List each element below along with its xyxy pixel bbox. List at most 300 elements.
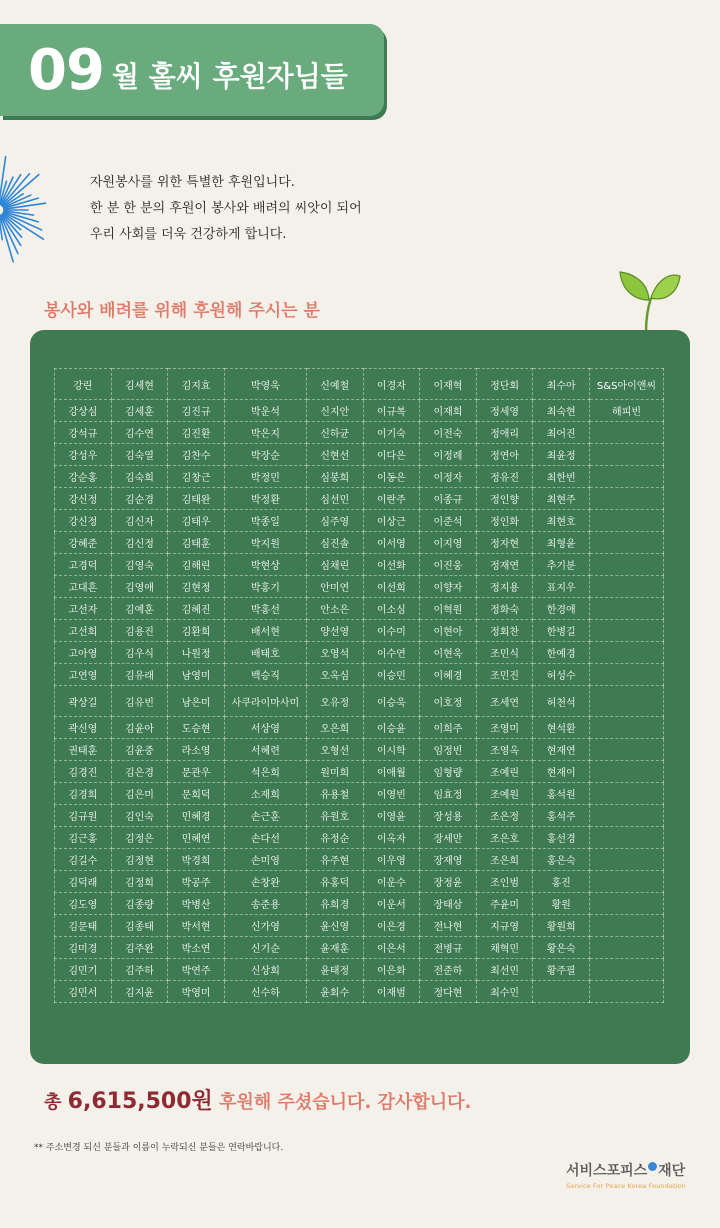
donor-name: 강혜준 xyxy=(55,532,112,554)
donor-name: 장세만 xyxy=(420,827,477,849)
donor-name: 김유래 xyxy=(111,664,168,686)
donor-name: 이전숙 xyxy=(420,422,477,444)
donor-row xyxy=(55,400,664,422)
donor-name: 윤태정 xyxy=(306,959,363,981)
donor-name: 신하균 xyxy=(306,422,363,444)
donor-name xyxy=(590,717,664,739)
donor-name: 배태호 xyxy=(224,642,306,664)
donor-name: 박지원 xyxy=(224,532,306,554)
donor-name: 박경희 xyxy=(168,849,225,871)
donor-name: 유용철 xyxy=(306,783,363,805)
donor-name: 윤회수 xyxy=(306,981,363,1003)
donor-name: 강순홍 xyxy=(55,466,112,488)
donor-name: 김정은 xyxy=(111,827,168,849)
intro-line-1: 자원봉사를 위한 특별한 후원입니다. xyxy=(90,175,295,190)
donor-name: 신가영 xyxy=(224,915,306,937)
donor-name: 유희경 xyxy=(306,893,363,915)
donor-name: 이진웅 xyxy=(420,554,477,576)
donor-name: 유주현 xyxy=(306,849,363,871)
donor-name: 한예경 xyxy=(533,642,590,664)
donor-name: 이호정 xyxy=(420,686,477,717)
donor-name: 허성수 xyxy=(533,664,590,686)
donor-name: 임정빈 xyxy=(420,739,477,761)
donor-name: 김숙희 xyxy=(111,466,168,488)
donor-name xyxy=(590,805,664,827)
donor-name: 최현호 xyxy=(533,510,590,532)
donor-name: 고선자 xyxy=(55,598,112,620)
donor-name: 김수연 xyxy=(111,422,168,444)
donor-name: 정단회 xyxy=(476,369,533,400)
donor-name: 박은지 xyxy=(224,422,306,444)
donor-name: 김문태 xyxy=(55,915,112,937)
donor-name: 정지용 xyxy=(476,576,533,598)
donor-name xyxy=(590,554,664,576)
donor-name: 전준하 xyxy=(420,959,477,981)
foundation-logo xyxy=(566,1160,696,1190)
donor-name xyxy=(590,893,664,915)
donor-name: 이은서 xyxy=(363,937,420,959)
donor-name: 현재이 xyxy=(533,761,590,783)
donor-name: 김우식 xyxy=(111,642,168,664)
donor-name: 손창완 xyxy=(224,871,306,893)
donor-name: 현재연 xyxy=(533,739,590,761)
donor-name: 김태훈 xyxy=(168,532,225,554)
donor-name: 김민서 xyxy=(55,981,112,1003)
donor-name: 박운석 xyxy=(224,400,306,422)
donor-row xyxy=(55,554,664,576)
donor-name: 김진규 xyxy=(168,400,225,422)
donor-name xyxy=(590,620,664,642)
donor-name: 홍선경 xyxy=(533,827,590,849)
donor-name: 이준석 xyxy=(420,510,477,532)
donor-name: 민혜연 xyxy=(168,827,225,849)
donor-name: 최수민 xyxy=(476,981,533,1003)
donor-name: 장성용 xyxy=(420,805,477,827)
donor-row xyxy=(55,532,664,554)
donor-name xyxy=(590,510,664,532)
donor-name: 김인숙 xyxy=(111,805,168,827)
donor-row xyxy=(55,488,664,510)
donor-name: 소재희 xyxy=(224,783,306,805)
donor-name: 이혁원 xyxy=(420,598,477,620)
donor-name: 배서현 xyxy=(224,620,306,642)
donor-name xyxy=(590,488,664,510)
donor-name: 해피빈 xyxy=(590,400,664,422)
title-month: 09 xyxy=(28,37,104,103)
donor-name: 유홍덕 xyxy=(306,871,363,893)
donor-name: 심선민 xyxy=(306,488,363,510)
donor-name: 이수연 xyxy=(363,642,420,664)
donor-name: 김윤아 xyxy=(111,717,168,739)
donor-name: 정세영 xyxy=(476,400,533,422)
donor-name xyxy=(590,532,664,554)
donor-name: 양선영 xyxy=(306,620,363,642)
donor-name: 사쿠라이마사미 xyxy=(224,686,306,717)
donor-name: 곽상길 xyxy=(55,686,112,717)
donor-name: 이기숙 xyxy=(363,422,420,444)
donor-name: 이은화 xyxy=(363,959,420,981)
donor-name: 조민식 xyxy=(476,642,533,664)
donor-row xyxy=(55,783,664,805)
donor-name: 이재혁 xyxy=(420,369,477,400)
donor-name: 홍은숙 xyxy=(533,849,590,871)
donor-name: 이란주 xyxy=(363,488,420,510)
donor-name xyxy=(590,849,664,871)
donor-name: 김순경 xyxy=(111,488,168,510)
donor-name xyxy=(590,959,664,981)
donor-name: 채혁민 xyxy=(476,937,533,959)
donor-name: 신수하 xyxy=(224,981,306,1003)
donor-name: 김진환 xyxy=(168,422,225,444)
intro-line-3: 우리 사회를 더욱 건강하게 합니다. xyxy=(90,227,287,242)
donor-row xyxy=(55,576,664,598)
donor-name xyxy=(590,686,664,717)
donor-name: 임형량 xyxy=(420,761,477,783)
donor-row xyxy=(55,959,664,981)
donor-name: 오형선 xyxy=(306,739,363,761)
donor-name: 전나현 xyxy=(420,915,477,937)
donor-name: 김유빈 xyxy=(111,686,168,717)
donor-name: 김환희 xyxy=(168,620,225,642)
donor-name: 조예원 xyxy=(476,783,533,805)
logo-main xyxy=(566,1160,696,1180)
donor-name: 이재희 xyxy=(420,400,477,422)
donor-name: 이현아 xyxy=(420,620,477,642)
donor-name: 김영숙 xyxy=(111,554,168,576)
donor-name: 최선민 xyxy=(476,959,533,981)
donor-name: 박서현 xyxy=(168,915,225,937)
intro-line-2: 한 분 한 분의 후원이 봉사와 배려의 씨앗이 되어 xyxy=(90,201,362,216)
donor-row xyxy=(55,717,664,739)
donor-name: 김경희 xyxy=(55,783,112,805)
donor-name: 오유정 xyxy=(306,686,363,717)
donor-name: 김해린 xyxy=(168,554,225,576)
donor-name: 조세연 xyxy=(476,686,533,717)
donor-name: 원미희 xyxy=(306,761,363,783)
donor-name: S&S아이앤씨 xyxy=(590,369,664,400)
donor-name xyxy=(590,915,664,937)
donor-name: 현석환 xyxy=(533,717,590,739)
donor-name: 김종량 xyxy=(111,893,168,915)
donor-name: 김세훈 xyxy=(111,400,168,422)
donor-name: 최숙현 xyxy=(533,400,590,422)
donor-name: 조예린 xyxy=(476,761,533,783)
donor-name: 박연주 xyxy=(168,959,225,981)
donor-name: 남영미 xyxy=(168,664,225,686)
donor-name: 유정순 xyxy=(306,827,363,849)
donor-name: 서상영 xyxy=(224,717,306,739)
donor-name xyxy=(590,664,664,686)
donor-row xyxy=(55,827,664,849)
donor-name: 심채린 xyxy=(306,554,363,576)
donor-name: 박정민 xyxy=(224,466,306,488)
donor-name: 이영윤 xyxy=(363,805,420,827)
donor-name: 이운서 xyxy=(363,893,420,915)
donor-row xyxy=(55,642,664,664)
donor-name xyxy=(590,937,664,959)
donor-name: 김태우 xyxy=(168,510,225,532)
total-message: 후원해 주셨습니다. 감사합니다. xyxy=(219,1092,472,1113)
donor-name: 홍석원 xyxy=(533,783,590,805)
donor-name: 박정환 xyxy=(224,488,306,510)
donor-name: 손다선 xyxy=(224,827,306,849)
donor-name: 김경진 xyxy=(55,761,112,783)
donor-name: 김윤중 xyxy=(111,739,168,761)
donor-name: 박종일 xyxy=(224,510,306,532)
donor-name: 이재범 xyxy=(363,981,420,1003)
donor-name: 이승욱 xyxy=(363,686,420,717)
donor-name: 정연아 xyxy=(476,444,533,466)
donor-name: 고대흔 xyxy=(55,576,112,598)
donor-name: 김정현 xyxy=(111,849,168,871)
donor-name: 이규복 xyxy=(363,400,420,422)
donor-name: 남은미 xyxy=(168,686,225,717)
donor-name: 김도영 xyxy=(55,893,112,915)
donor-name: 조인범 xyxy=(476,871,533,893)
donor-name: 김종태 xyxy=(111,915,168,937)
donor-name: 박홍기 xyxy=(224,576,306,598)
donor-name: 최한빈 xyxy=(533,466,590,488)
donor-name: 이승민 xyxy=(363,664,420,686)
donor-name xyxy=(590,422,664,444)
donor-name: 박홍선 xyxy=(224,598,306,620)
donor-name: 김미경 xyxy=(55,937,112,959)
donor-name: 김영애 xyxy=(111,576,168,598)
donor-name: 강성우 xyxy=(55,444,112,466)
donor-name: 이영빈 xyxy=(363,783,420,805)
donor-name: 정다현 xyxy=(420,981,477,1003)
donor-name: 김은미 xyxy=(111,783,168,805)
donor-name: 김창근 xyxy=(168,466,225,488)
donor-name: 이수미 xyxy=(363,620,420,642)
donor-name: 오영석 xyxy=(306,642,363,664)
donor-name: 김찬수 xyxy=(168,444,225,466)
donor-name: 김신자 xyxy=(111,510,168,532)
donor-name: 송준용 xyxy=(224,893,306,915)
donor-name: 이애월 xyxy=(363,761,420,783)
donor-name: 김길수 xyxy=(55,849,112,871)
donor-name: 나원정 xyxy=(168,642,225,664)
donor-name: 고선희 xyxy=(55,620,112,642)
donor-name: 박공주 xyxy=(168,871,225,893)
donor-name: 강린 xyxy=(55,369,112,400)
donor-name: 신지안 xyxy=(306,400,363,422)
donor-name: 정애리 xyxy=(476,422,533,444)
donor-row xyxy=(55,893,664,915)
sprout-leaf-icon xyxy=(618,262,682,334)
donor-name xyxy=(590,576,664,598)
donor-name: 권태훈 xyxy=(55,739,112,761)
donor-name: 이현욱 xyxy=(420,642,477,664)
donor-name: 조은호 xyxy=(476,827,533,849)
donor-row xyxy=(55,871,664,893)
page-title: 월 홀씨 후원자님들 xyxy=(111,60,348,93)
donor-name: 안소은 xyxy=(306,598,363,620)
donor-name: 추기분 xyxy=(533,554,590,576)
dandelion-burst-icon xyxy=(0,140,70,280)
donor-name: 신기순 xyxy=(224,937,306,959)
donor-name: 김지윤 xyxy=(111,981,168,1003)
donor-name: 조은정 xyxy=(476,805,533,827)
donor-row xyxy=(55,761,664,783)
donor-name: 문관우 xyxy=(168,761,225,783)
donor-name: 서혜련 xyxy=(224,739,306,761)
donor-name xyxy=(590,444,664,466)
total-amount: 6,615,500원 xyxy=(67,1089,213,1114)
donor-row xyxy=(55,466,664,488)
donor-name: 정화숙 xyxy=(476,598,533,620)
donor-name: 김숙열 xyxy=(111,444,168,466)
donor-name: 이다은 xyxy=(363,444,420,466)
logo-subtitle: Service For Peace Korea Foundation xyxy=(566,1182,686,1190)
total-line xyxy=(44,1084,471,1115)
donor-name: 민혜경 xyxy=(168,805,225,827)
donor-name: 김민기 xyxy=(55,959,112,981)
donor-name: 김정희 xyxy=(111,871,168,893)
donor-name: 이경자 xyxy=(363,369,420,400)
donor-name: 장태삼 xyxy=(420,893,477,915)
donor-name: 황원 xyxy=(533,893,590,915)
donor-row xyxy=(55,664,664,686)
donor-name: 이정자 xyxy=(420,466,477,488)
donor-name: 조민진 xyxy=(476,664,533,686)
donor-name: 한경애 xyxy=(533,598,590,620)
donor-name: 윤재훈 xyxy=(306,937,363,959)
donor-name xyxy=(590,466,664,488)
donor-name: 김현정 xyxy=(168,576,225,598)
donor-name: 심주영 xyxy=(306,510,363,532)
donor-name: 김태완 xyxy=(168,488,225,510)
donor-row xyxy=(55,981,664,1003)
donor-name xyxy=(590,783,664,805)
donor-name: 신예철 xyxy=(306,369,363,400)
donor-name: 심진솔 xyxy=(306,532,363,554)
donor-name: 신상회 xyxy=(224,959,306,981)
donor-name: 이상근 xyxy=(363,510,420,532)
total-prefix: 총 xyxy=(44,1092,62,1113)
donor-name xyxy=(590,827,664,849)
donor-name: 김은경 xyxy=(111,761,168,783)
donor-name xyxy=(590,598,664,620)
donor-name: 강신정 xyxy=(55,510,112,532)
section-heading: 봉사와 배려를 위해 후원해 주시는 분 xyxy=(44,301,320,321)
donor-name: 최현주 xyxy=(533,488,590,510)
donor-name: 강석규 xyxy=(55,422,112,444)
donor-name xyxy=(590,642,664,664)
donor-name: 심봉희 xyxy=(306,466,363,488)
donor-name: 박현상 xyxy=(224,554,306,576)
donor-name: 이은경 xyxy=(363,915,420,937)
donor-name: 정자현 xyxy=(476,532,533,554)
footnote: ** 주소변경 되신 분들과 이름이 누락되신 분들은 연락바랍니다. xyxy=(34,1143,284,1153)
logo-name-b: 재단 xyxy=(658,1163,686,1179)
donor-name: 정재연 xyxy=(476,554,533,576)
donor-name: 고아영 xyxy=(55,642,112,664)
donor-name: 이혜경 xyxy=(420,664,477,686)
donor-row xyxy=(55,510,664,532)
donor-name: 이옥자 xyxy=(363,827,420,849)
donor-name: 최윤정 xyxy=(533,444,590,466)
donor-name: 김규원 xyxy=(55,805,112,827)
donor-name: 이승윤 xyxy=(363,717,420,739)
donor-row xyxy=(55,598,664,620)
donor-row xyxy=(55,686,664,717)
donor-name: 강상심 xyxy=(55,400,112,422)
title-banner xyxy=(0,24,384,116)
donor-board xyxy=(30,330,690,1064)
donor-name: 허천석 xyxy=(533,686,590,717)
donor-name: 김주하 xyxy=(111,959,168,981)
donor-name: 석은희 xyxy=(224,761,306,783)
logo-name-a: 서비스포피스 xyxy=(566,1163,648,1179)
donor-table xyxy=(54,368,664,1003)
donor-name: 도승현 xyxy=(168,717,225,739)
donor-name: 라소영 xyxy=(168,739,225,761)
donor-name: 고연영 xyxy=(55,664,112,686)
donor-name: 손미영 xyxy=(224,849,306,871)
donor-name: 강신정 xyxy=(55,488,112,510)
donor-name: 오은희 xyxy=(306,717,363,739)
donor-name: 박영미 xyxy=(168,981,225,1003)
donor-row xyxy=(55,739,664,761)
donor-name: 정인화 xyxy=(476,510,533,532)
donor-name: 김예훈 xyxy=(111,598,168,620)
donor-name: 손근훈 xyxy=(224,805,306,827)
donor-name: 이선화 xyxy=(363,554,420,576)
donor-name: 정인향 xyxy=(476,488,533,510)
donor-name: 임효정 xyxy=(420,783,477,805)
donor-name: 정유진 xyxy=(476,466,533,488)
intro-text xyxy=(90,170,362,248)
donor-row xyxy=(55,805,664,827)
donor-row xyxy=(55,915,664,937)
donor-name: 장정윤 xyxy=(420,871,477,893)
donor-row xyxy=(55,937,664,959)
donor-row xyxy=(55,444,664,466)
donor-name: 이소심 xyxy=(363,598,420,620)
donor-name: 김근홍 xyxy=(55,827,112,849)
donor-name xyxy=(590,981,664,1003)
donor-name xyxy=(590,871,664,893)
donor-name: 이종규 xyxy=(420,488,477,510)
donor-name xyxy=(590,739,664,761)
donor-name: 지규영 xyxy=(476,915,533,937)
donor-name: 이지영 xyxy=(420,532,477,554)
donor-name: 백승직 xyxy=(224,664,306,686)
donor-name: 고경덕 xyxy=(55,554,112,576)
donor-name: 이서영 xyxy=(363,532,420,554)
logo-dot-icon xyxy=(648,1162,657,1171)
donor-name: 최형윤 xyxy=(533,532,590,554)
donor-name: 조은희 xyxy=(476,849,533,871)
donor-name: 이동은 xyxy=(363,466,420,488)
donor-name: 조영미 xyxy=(476,717,533,739)
donor-name: 박병산 xyxy=(168,893,225,915)
donor-name: 문희덕 xyxy=(168,783,225,805)
donor-name: 이시학 xyxy=(363,739,420,761)
donor-name: 신현선 xyxy=(306,444,363,466)
donor-row xyxy=(55,422,664,444)
donor-name: 이정례 xyxy=(420,444,477,466)
donor-name: 전병규 xyxy=(420,937,477,959)
donor-name: 박영욱 xyxy=(224,369,306,400)
donor-name: 김용진 xyxy=(111,620,168,642)
donor-name: 황원희 xyxy=(533,915,590,937)
donor-name: 이선희 xyxy=(363,576,420,598)
donor-name xyxy=(533,981,590,1003)
donor-name: 김신정 xyxy=(111,532,168,554)
donor-name: 유원호 xyxy=(306,805,363,827)
